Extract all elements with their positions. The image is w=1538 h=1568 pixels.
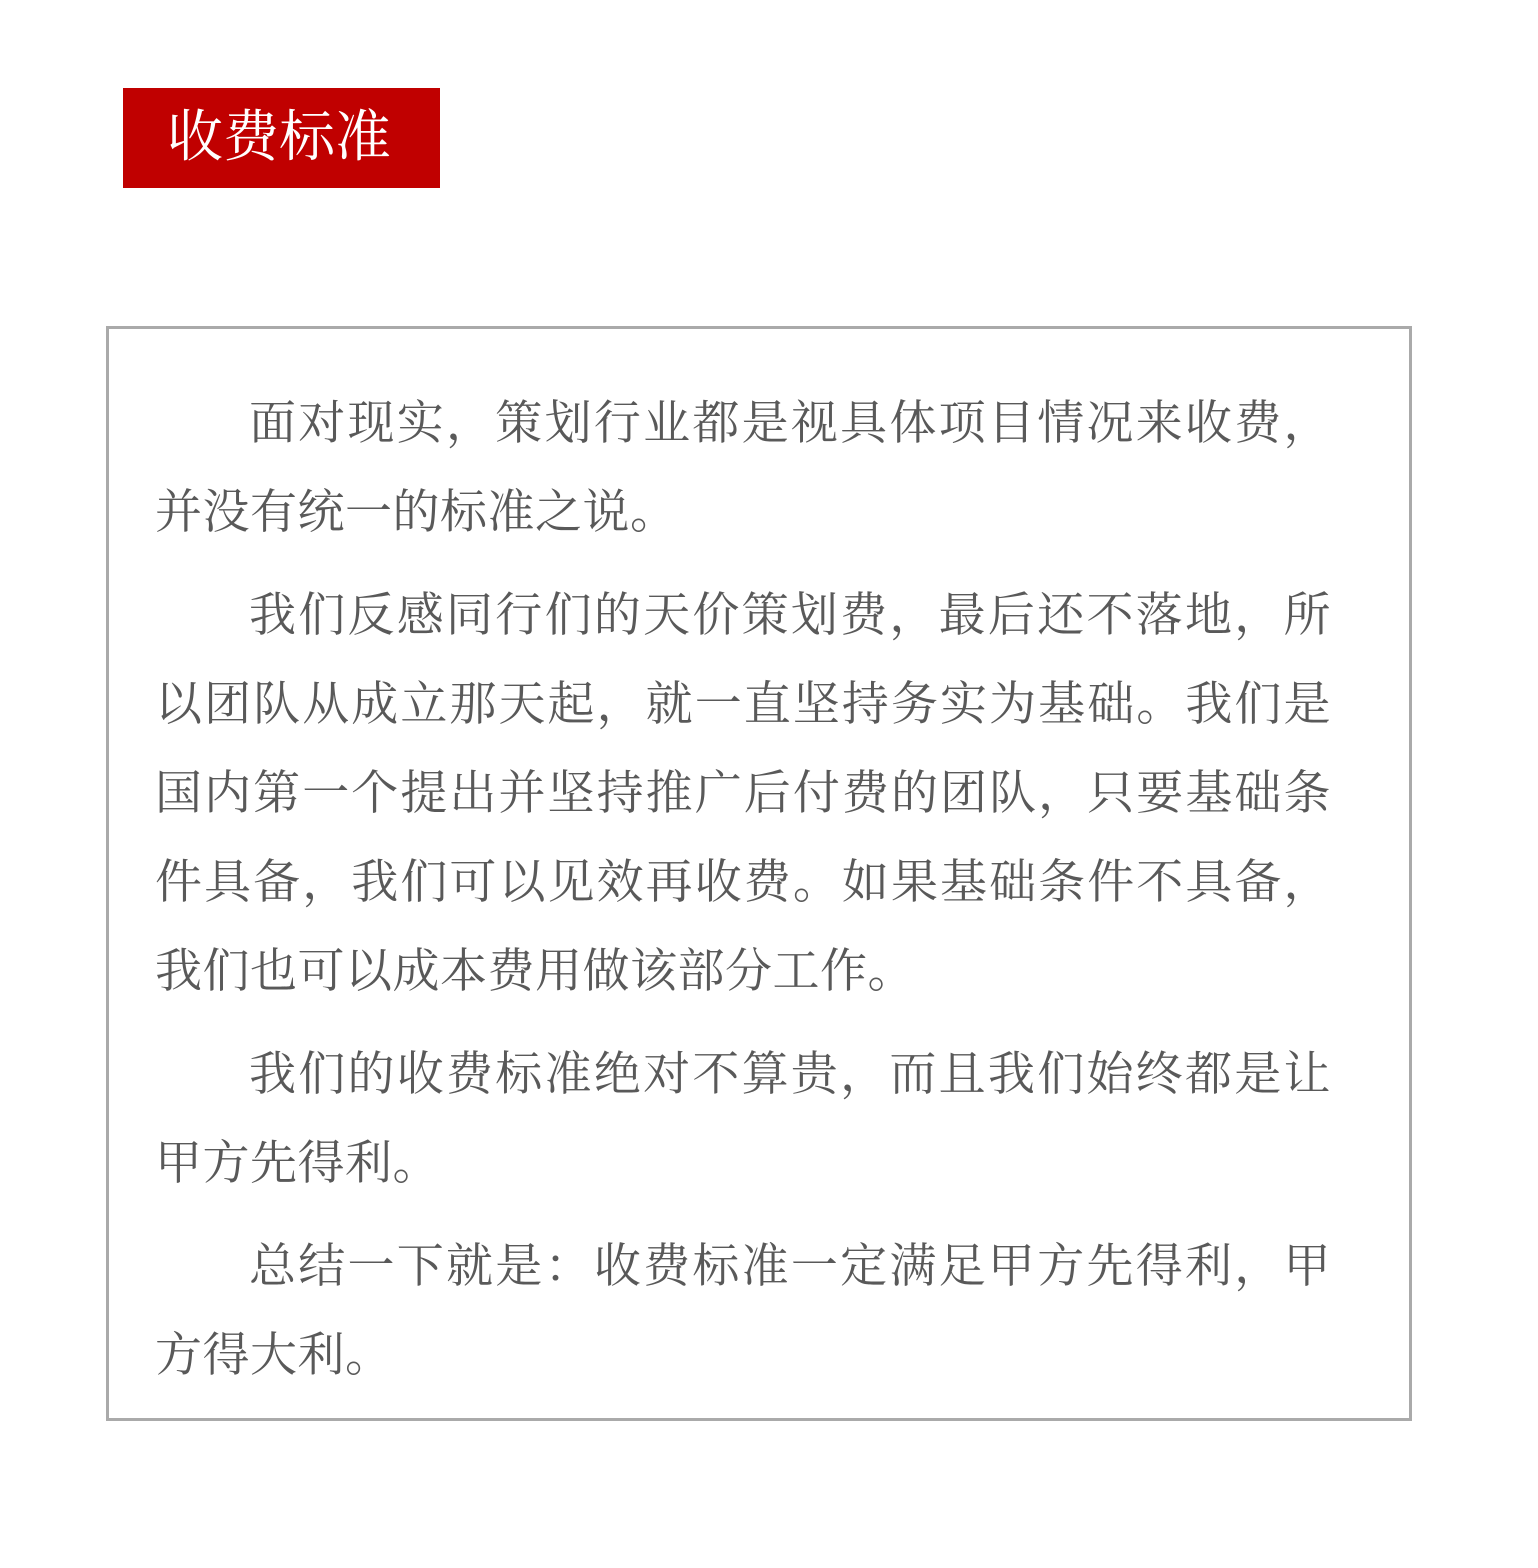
paragraph-3: 我们的收费标准绝对不算贵，而且我们始终都是让甲方先得利。 <box>155 1047 1331 1191</box>
paragraph-4: 总结一下就是：收费标准一定满足甲方先得利，甲方得大利。 <box>155 1239 1331 1383</box>
title-banner <box>123 88 440 188</box>
page-title: 收费标准 <box>167 105 391 170</box>
content-box <box>106 326 1412 1421</box>
paragraph-2: 我们反感同行们的天价策划费，最后还不落地，所以团队从成立那天起，就一直坚持务实为基础。我们是国内第一个提出并坚持推广后付费的团队，只要基础条件具备，我们可以见效再收费。如果基础条件不具备，我们也可以成本费用做该部分工作。 <box>155 588 1331 999</box>
paragraph-1: 面对现实，策划行业都是视具体项目情况来收费，并没有统一的标准之说。 <box>155 396 1331 540</box>
